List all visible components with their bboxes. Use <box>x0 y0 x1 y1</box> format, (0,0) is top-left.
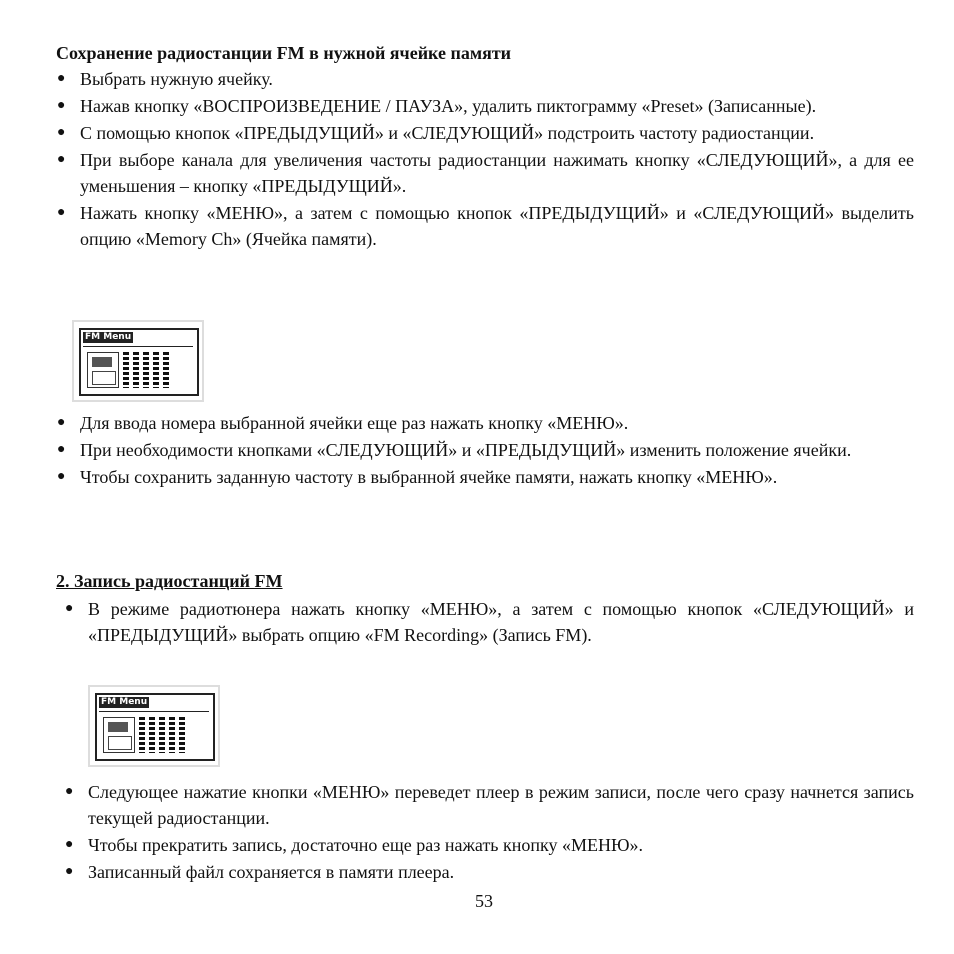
list-item: ● С помощью кнопок «ПРЕДЫДУЩИЙ» и «СЛЕДУЮЩИЙ» подстроить частоту радиостанции. <box>56 120 914 146</box>
list-item: ● Нажать кнопку «МЕНЮ», а затем с помощью кнопок «ПРЕДЫДУЩИЙ» и «СЛЕДУЮЩИЙ» выделить опцию «Memory Ch» (Ячейка памяти). <box>56 200 914 252</box>
list-item: ● При выборе канала для увеличения частоты радиостанции нажимать кнопку «СЛЕДУЮЩИЙ», а для ее уменьшения – кнопку «ПРЕДЫДУЩИЙ». <box>56 147 914 199</box>
device-screen <box>79 328 199 396</box>
list-item: ● Нажав кнопку «ВОСПРОИЗВЕДЕНИЕ / ПАУЗА», удалить пиктограмму «Preset» (Записанные). <box>56 93 914 119</box>
bullet-icon: ● <box>65 864 74 879</box>
list-item: ● Следующее нажатие кнопки «МЕНЮ» переведет плеер в режим записи, после чего сразу начнется запись текущей радиостанции. <box>64 779 914 831</box>
bullet-icon: ● <box>65 784 74 799</box>
bullet-icon: ● <box>65 601 74 616</box>
memory-icon <box>87 352 119 388</box>
divider <box>83 346 193 347</box>
menu-bars-icon <box>123 352 173 388</box>
list-item: ● Чтобы сохранить заданную частоту в выбранной ячейке памяти, нажать кнопку «МЕНЮ». <box>56 464 914 490</box>
divider <box>99 711 209 712</box>
page-number: 53 <box>475 891 493 911</box>
bullet-icon: ● <box>57 98 66 113</box>
list-item: ● При необходимости кнопками «СЛЕДУЮЩИЙ» и «ПРЕДЫДУЩИЙ» изменить положение ячейки. <box>56 437 914 463</box>
list-item: ● В режиме радиотюнера нажать кнопку «МЕНЮ», а затем с помощью кнопок «СЛЕДУЮЩИЙ» и «ПРЕДЫДУЩИЙ» выбрать опцию «FM Recording» (Запись FM). <box>64 596 914 648</box>
screen-title: FM Menu <box>85 332 132 342</box>
bullet-icon: ● <box>57 71 66 86</box>
screen-illustration-fm-recording <box>88 685 220 767</box>
recording-icon <box>103 717 135 753</box>
bullet-list-recording-steps <box>64 596 914 649</box>
list-item: ● Для ввода номера выбранной ячейки еще раз нажать кнопку «МЕНЮ». <box>56 410 914 436</box>
section-heading-fm-recording: 2. Запись радиостанций FM <box>56 571 283 591</box>
bullet-list-recording-steps-continued <box>64 779 914 886</box>
list-item: ● Записанный файл сохраняется в памяти плеера. <box>64 859 914 885</box>
screen-illustration-memory-ch <box>72 320 204 402</box>
bullet-icon: ● <box>57 442 66 457</box>
bullet-list-memory-steps-continued <box>56 410 914 491</box>
section-heading-fm-memory: Сохранение радиостанции FM в нужной ячейке памяти <box>56 43 512 63</box>
screen-title: FM Menu <box>101 697 148 707</box>
bullet-list-memory-steps <box>56 66 914 253</box>
bullet-icon: ● <box>57 125 66 140</box>
menu-bars-icon <box>139 717 189 753</box>
list-item: ● Чтобы прекратить запись, достаточно еще раз нажать кнопку «МЕНЮ». <box>64 832 914 858</box>
bullet-icon: ● <box>57 205 66 220</box>
bullet-icon: ● <box>57 152 66 167</box>
bullet-icon: ● <box>57 469 66 484</box>
bullet-icon: ● <box>65 837 74 852</box>
list-item: ● Выбрать нужную ячейку. <box>56 66 914 92</box>
bullet-icon: ● <box>57 415 66 430</box>
device-screen <box>95 693 215 761</box>
